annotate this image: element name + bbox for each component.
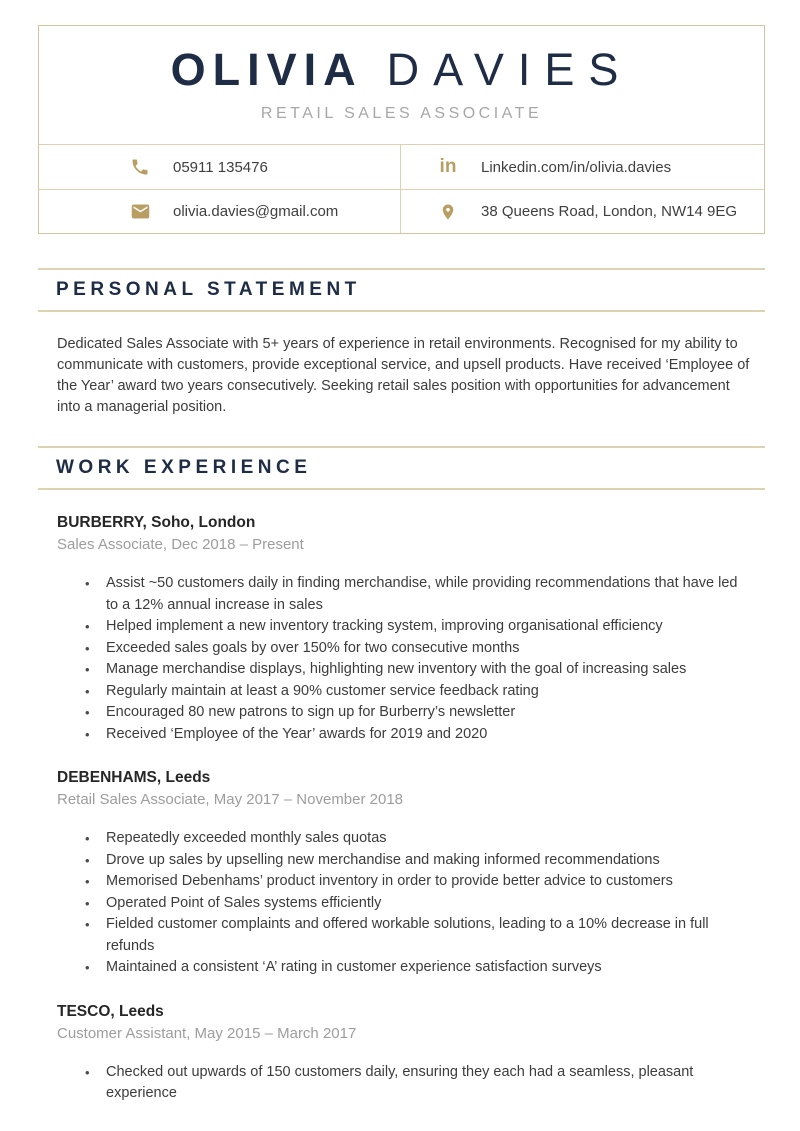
contact-location xyxy=(401,189,764,233)
contact-email xyxy=(39,189,401,233)
contact-grid xyxy=(39,144,764,233)
job-bullets xyxy=(106,1062,752,1105)
job-role-dates: Sales Associate, Dec 2018 – Present xyxy=(57,536,304,553)
job-bullet: • Memorised Debenhams’ product inventory in order to provide better advice to customers xyxy=(106,871,752,893)
job-entry xyxy=(38,1001,765,1105)
contact-location-value: 38 Queens Road, London, NW14 9EG xyxy=(481,203,737,220)
job-bullet: • Maintained a consistent ‘A’ rating in customer experience satisfaction surveys xyxy=(106,957,752,979)
job-bullet: • Encouraged 80 new patrons to sign up for Burberry’s newsletter xyxy=(106,702,752,724)
location-icon xyxy=(437,201,459,223)
job-bullet: • Drove up sales by upselling new merchandise and making informed recommendations xyxy=(106,850,752,872)
job-employer: DEBENHAMS, Leeds xyxy=(57,769,211,786)
job-title: RETAIL SALES ASSOCIATE xyxy=(260,105,543,122)
job-bullet: • Received ‘Employee of the Year’ awards for 2019 and 2020 xyxy=(106,724,752,746)
job-role-dates: Customer Assistant, May 2015 – March 2017 xyxy=(57,1024,357,1042)
linkedin-icon: in xyxy=(439,156,457,177)
jobs-list xyxy=(38,512,765,1105)
first-name: OLIVIA xyxy=(170,44,363,95)
job-bullet: • Operated Point of Sales systems efficiently xyxy=(106,893,752,915)
job-entry xyxy=(38,512,765,745)
job-bullet: • Helped implement a new inventory tracking system, improving organisational efficiency xyxy=(106,616,752,638)
job-bullets xyxy=(106,573,752,745)
job-bullet: • Regularly maintain at least a 90% customer service feedback rating xyxy=(106,681,752,703)
job-bullets xyxy=(106,828,752,979)
job-bullet: • Repeatedly exceeded monthly sales quotas xyxy=(106,828,752,850)
job-entry xyxy=(38,767,765,979)
job-bullet: • Checked out upwards of 150 customers daily, ensuring they each had a seamless, pleasant experience xyxy=(106,1062,752,1105)
personal-statement-body: Dedicated Sales Associate with 5+ years of experience in retail environments. Recognised for my ability to communicate with customers, provide exceptional service, and upsell products. Have received ‘Employee of the Year’ award two years consecutively. Seeking retail sales position with opportunities for advancement into a managerial position. xyxy=(57,336,750,415)
contact-email-value: olivia.davies@gmail.com xyxy=(173,203,339,220)
work-experience-heading: WORK EXPERIENCE xyxy=(38,446,765,490)
candidate-name xyxy=(39,45,764,95)
job-bullet: • Exceeded sales goals by over 150% for two consecutive months xyxy=(106,638,752,660)
job-bullet: • Assist ~50 customers daily in finding merchandise, while providing recommendations that have led to a 12% annual increase in sales xyxy=(106,573,752,616)
work-experience-section xyxy=(38,446,765,1105)
contact-linkedin-value: Linkedin.com/in/olivia.davies xyxy=(481,158,672,176)
contact-phone-value: 05911 135476 xyxy=(173,158,268,176)
email-icon xyxy=(129,201,151,223)
job-employer: BURBERRY, Soho, London xyxy=(57,514,256,531)
personal-statement-section xyxy=(38,268,765,418)
phone-icon xyxy=(129,156,151,178)
contact-linkedin xyxy=(401,145,764,189)
header xyxy=(38,25,765,234)
job-role-dates: Retail Sales Associate, May 2017 – November 2018 xyxy=(57,791,404,808)
job-employer: TESCO, Leeds xyxy=(57,1002,164,1020)
job-bullet: • Fielded customer complaints and offered workable solutions, leading to a 10% decrease in full refunds xyxy=(106,914,752,957)
last-name: DAVIES xyxy=(386,44,633,95)
name-block xyxy=(39,26,764,144)
personal-statement-heading: PERSONAL STATEMENT xyxy=(38,268,765,312)
job-bullet: • Manage merchandise displays, highlighting new inventory with the goal of increasing sales xyxy=(106,659,752,681)
contact-phone xyxy=(39,145,401,189)
